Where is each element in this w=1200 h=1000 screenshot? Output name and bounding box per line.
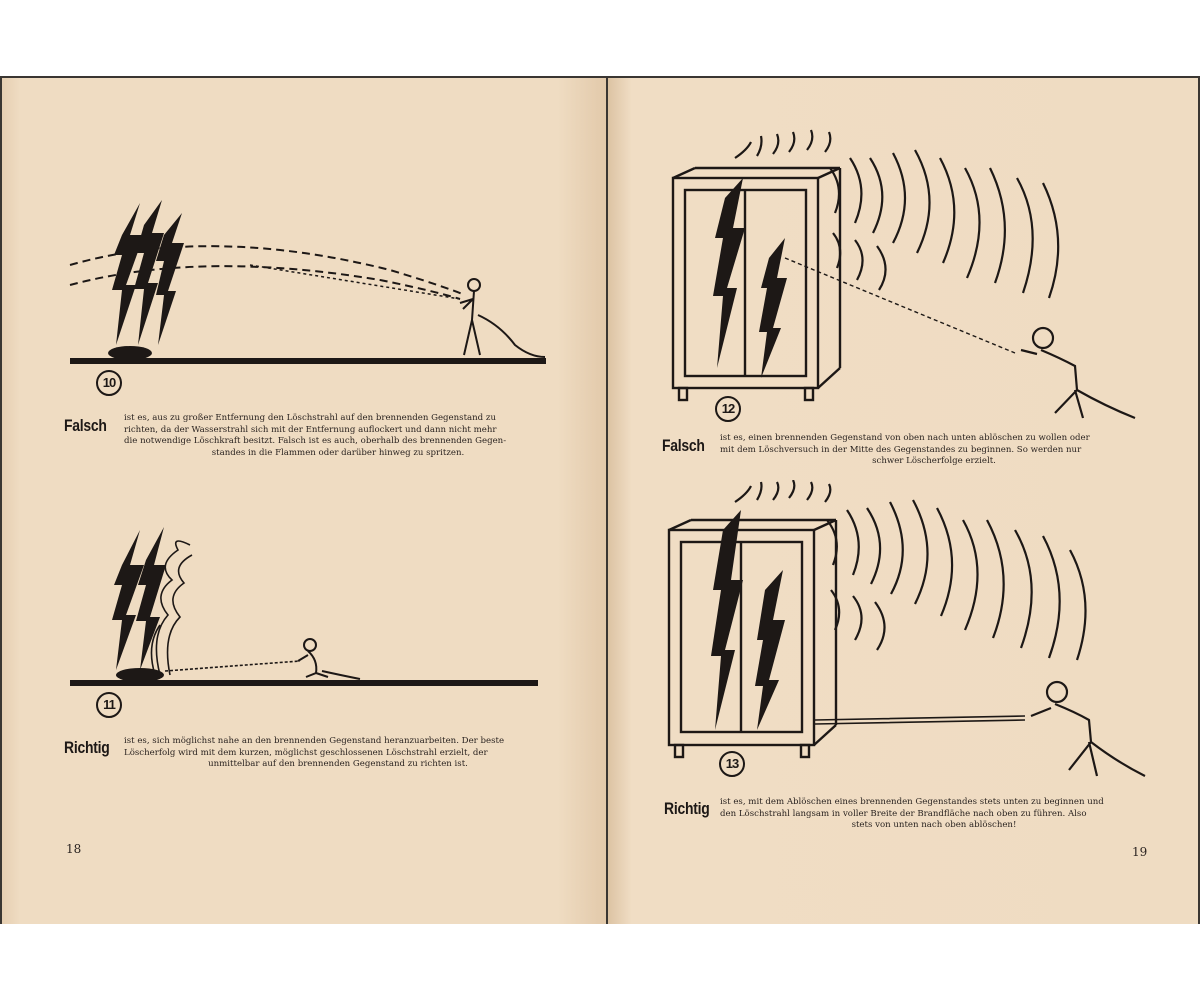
caption-line: standes in die Flammen oder darüber hinweg zu spritzen. [211,447,465,458]
caption-line: mit dem Löschversuch in der Mitte des Gegenstandes zu beginnen. So werden nur [720,444,1082,455]
figure-11-keyword: Richtig [64,738,110,757]
caption-line: die notwendige Löschkraft besitzt. Falsch ist es auch, oberhalb des brennenden Gegen- [124,436,507,447]
caption-line: ist es, aus zu großer Entfernung den Löschstrahl auf den brennenden Gegenstand zu [124,413,496,423]
figure-13-number: 13 [719,751,745,777]
caption-line: schwer Löscherfolge erzielt. [872,456,996,467]
caption-line: Löscherfolg wird mit dem kurzen, möglichst geschlossenen Löschstrahl erzielt, der [124,747,488,758]
figure-11-illustration [60,525,550,695]
figure-10-number: 10 [96,370,122,396]
caption-line: ist es, einen brennenden Gegenstand von oben nach unten ablöschen zu wollen oder [720,433,1090,443]
caption-line: unmittelbar auf den brennenden Gegenstand zu richten ist. [208,759,468,770]
caption-line: richten, da der Wasserstrahl sich mit der Entfernung auflockert und dann nicht mehr [124,424,497,435]
figure-10-keyword: Falsch [64,416,107,435]
figure-12-illustration [665,128,1145,428]
caption-line: den Löschstrahl langsam in voller Breite der Brandfläche nach oben zu führen. Also [720,808,1087,819]
figure-13-keyword: Richtig [664,799,710,818]
figure-12-caption [720,433,1148,468]
page-number-right: 19 [1132,845,1148,859]
caption-line: ist es, sich möglichst nahe an den brennenden Gegenstand heranzuarbeiten. Der beste [124,736,505,746]
figure-11-caption [124,736,552,771]
figure-10-caption [124,413,552,459]
figure-11-number: 11 [96,692,122,718]
page-number-left: 18 [66,842,82,856]
figure-12-number: 12 [715,396,741,422]
caption-line: ist es, mit dem Ablöschen eines brennenden Gegenstandes stets unten zu beginnen und [720,797,1104,807]
caption-line: stets von unten nach oben ablöschen! [851,820,1017,831]
figure-12-keyword: Falsch [662,436,705,455]
figure-13-illustration [665,480,1155,790]
figure-13-caption [720,797,1148,832]
figure-10-illustration [60,195,560,375]
